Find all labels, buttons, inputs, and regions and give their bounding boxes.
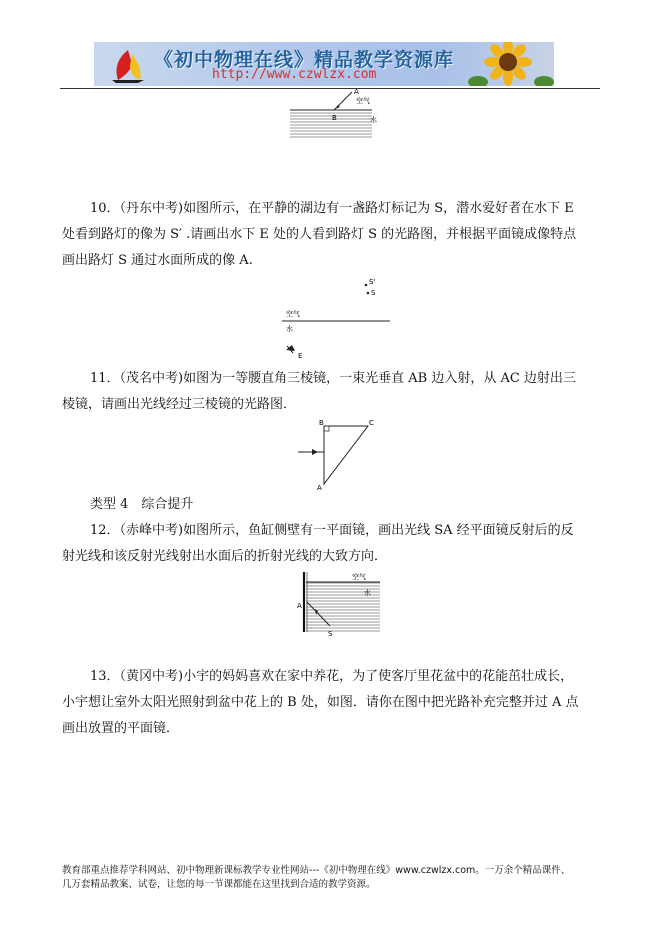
banner-title: 《初中物理在线》精品教学资源库: [154, 49, 455, 71]
label-b: B: [332, 114, 337, 122]
figure-q11-prism: [294, 418, 378, 492]
figure-q10: [278, 274, 394, 364]
label-air: 空气: [356, 97, 370, 105]
header-banner: [94, 42, 554, 86]
label-water: 水: [364, 589, 371, 597]
prism-triangle: [324, 426, 368, 484]
section-type4: 类型 4 综合提升: [90, 497, 194, 512]
label-water: 水: [286, 325, 293, 333]
label-a: A: [317, 484, 322, 492]
label-a: A: [354, 88, 359, 96]
right-angle-mark: [324, 426, 329, 431]
ray-arrow-icon: [312, 449, 318, 455]
label-air: 空气: [286, 310, 300, 318]
water-region: [290, 110, 372, 138]
banner-url[interactable]: http://www.czwlzx.com: [212, 67, 377, 82]
footer-line1: 教育部重点推荐学科网站、初中物理新课标教学专业性网站---《初中物理在线》www.czwlzx.com。一万余个精品课件、: [62, 865, 571, 876]
label-air: 空气: [352, 573, 366, 581]
label-s: S: [371, 289, 376, 297]
point-s: [367, 292, 370, 295]
label-s-prime: S': [369, 278, 376, 286]
figure-q12-tank: [292, 570, 384, 640]
label-c: C: [369, 419, 374, 427]
q13-line1: 13．（黄冈中考)小宇的妈妈喜欢在家中养花，为了使客厅里花盆中的花能茁壮成长，: [90, 669, 574, 684]
logo-icon: [108, 46, 148, 84]
q13-line3: 画出放置的平面镜．: [62, 721, 180, 736]
q11-line1: 11．（茂名中考)如图为一等腰直角三棱镜，一束光垂直 AB 边入射，从 AC 边射出三: [90, 371, 576, 386]
q12-line2: 射光线和该反射光线射出水面后的折射光线的大致方向．: [62, 549, 388, 564]
point-s-prime: [365, 284, 368, 287]
label-water: 水: [370, 116, 377, 124]
q12-line1: 12．（赤峰中考)如图所示，鱼缸侧壁有一平面镜，画出光线 SA 经平面镜反射后的反: [90, 523, 574, 538]
figure-air-water-ray: [290, 88, 390, 140]
label-e: E: [298, 352, 303, 360]
q11-line2: 棱镜，请画出光线经过三棱镜的光路图．: [62, 397, 297, 412]
q13-line2: 小宇想让室外太阳光照射到盆中花上的 B 处，如图．请你在图中把光路补充完整并过 A 点: [62, 695, 579, 710]
q10-line1: 10．（丹东中考)如图所示，在平静的湖边有一盏路灯标记为 S，潜水爱好者在水下 E: [90, 201, 574, 216]
q10-line3: 画出路灯 S 通过水面所成的像 A.: [62, 253, 253, 268]
footer-line2: 几万套精品教案、试卷，让您的每一节课都能在这里找到合适的教学资源。: [62, 879, 376, 890]
ray-arrow-icon: [335, 105, 340, 109]
label-a: A: [297, 602, 302, 610]
diver-eye-icon: [286, 345, 295, 353]
label-b: B: [319, 419, 324, 427]
q10-line2: 处看到路灯的像为 S′ .请画出水下 E 处的人看到路灯 S 的光路图，并根据平面镜成像特点: [62, 227, 577, 242]
label-s: S: [328, 630, 333, 638]
sunflower-icon: [466, 42, 554, 86]
